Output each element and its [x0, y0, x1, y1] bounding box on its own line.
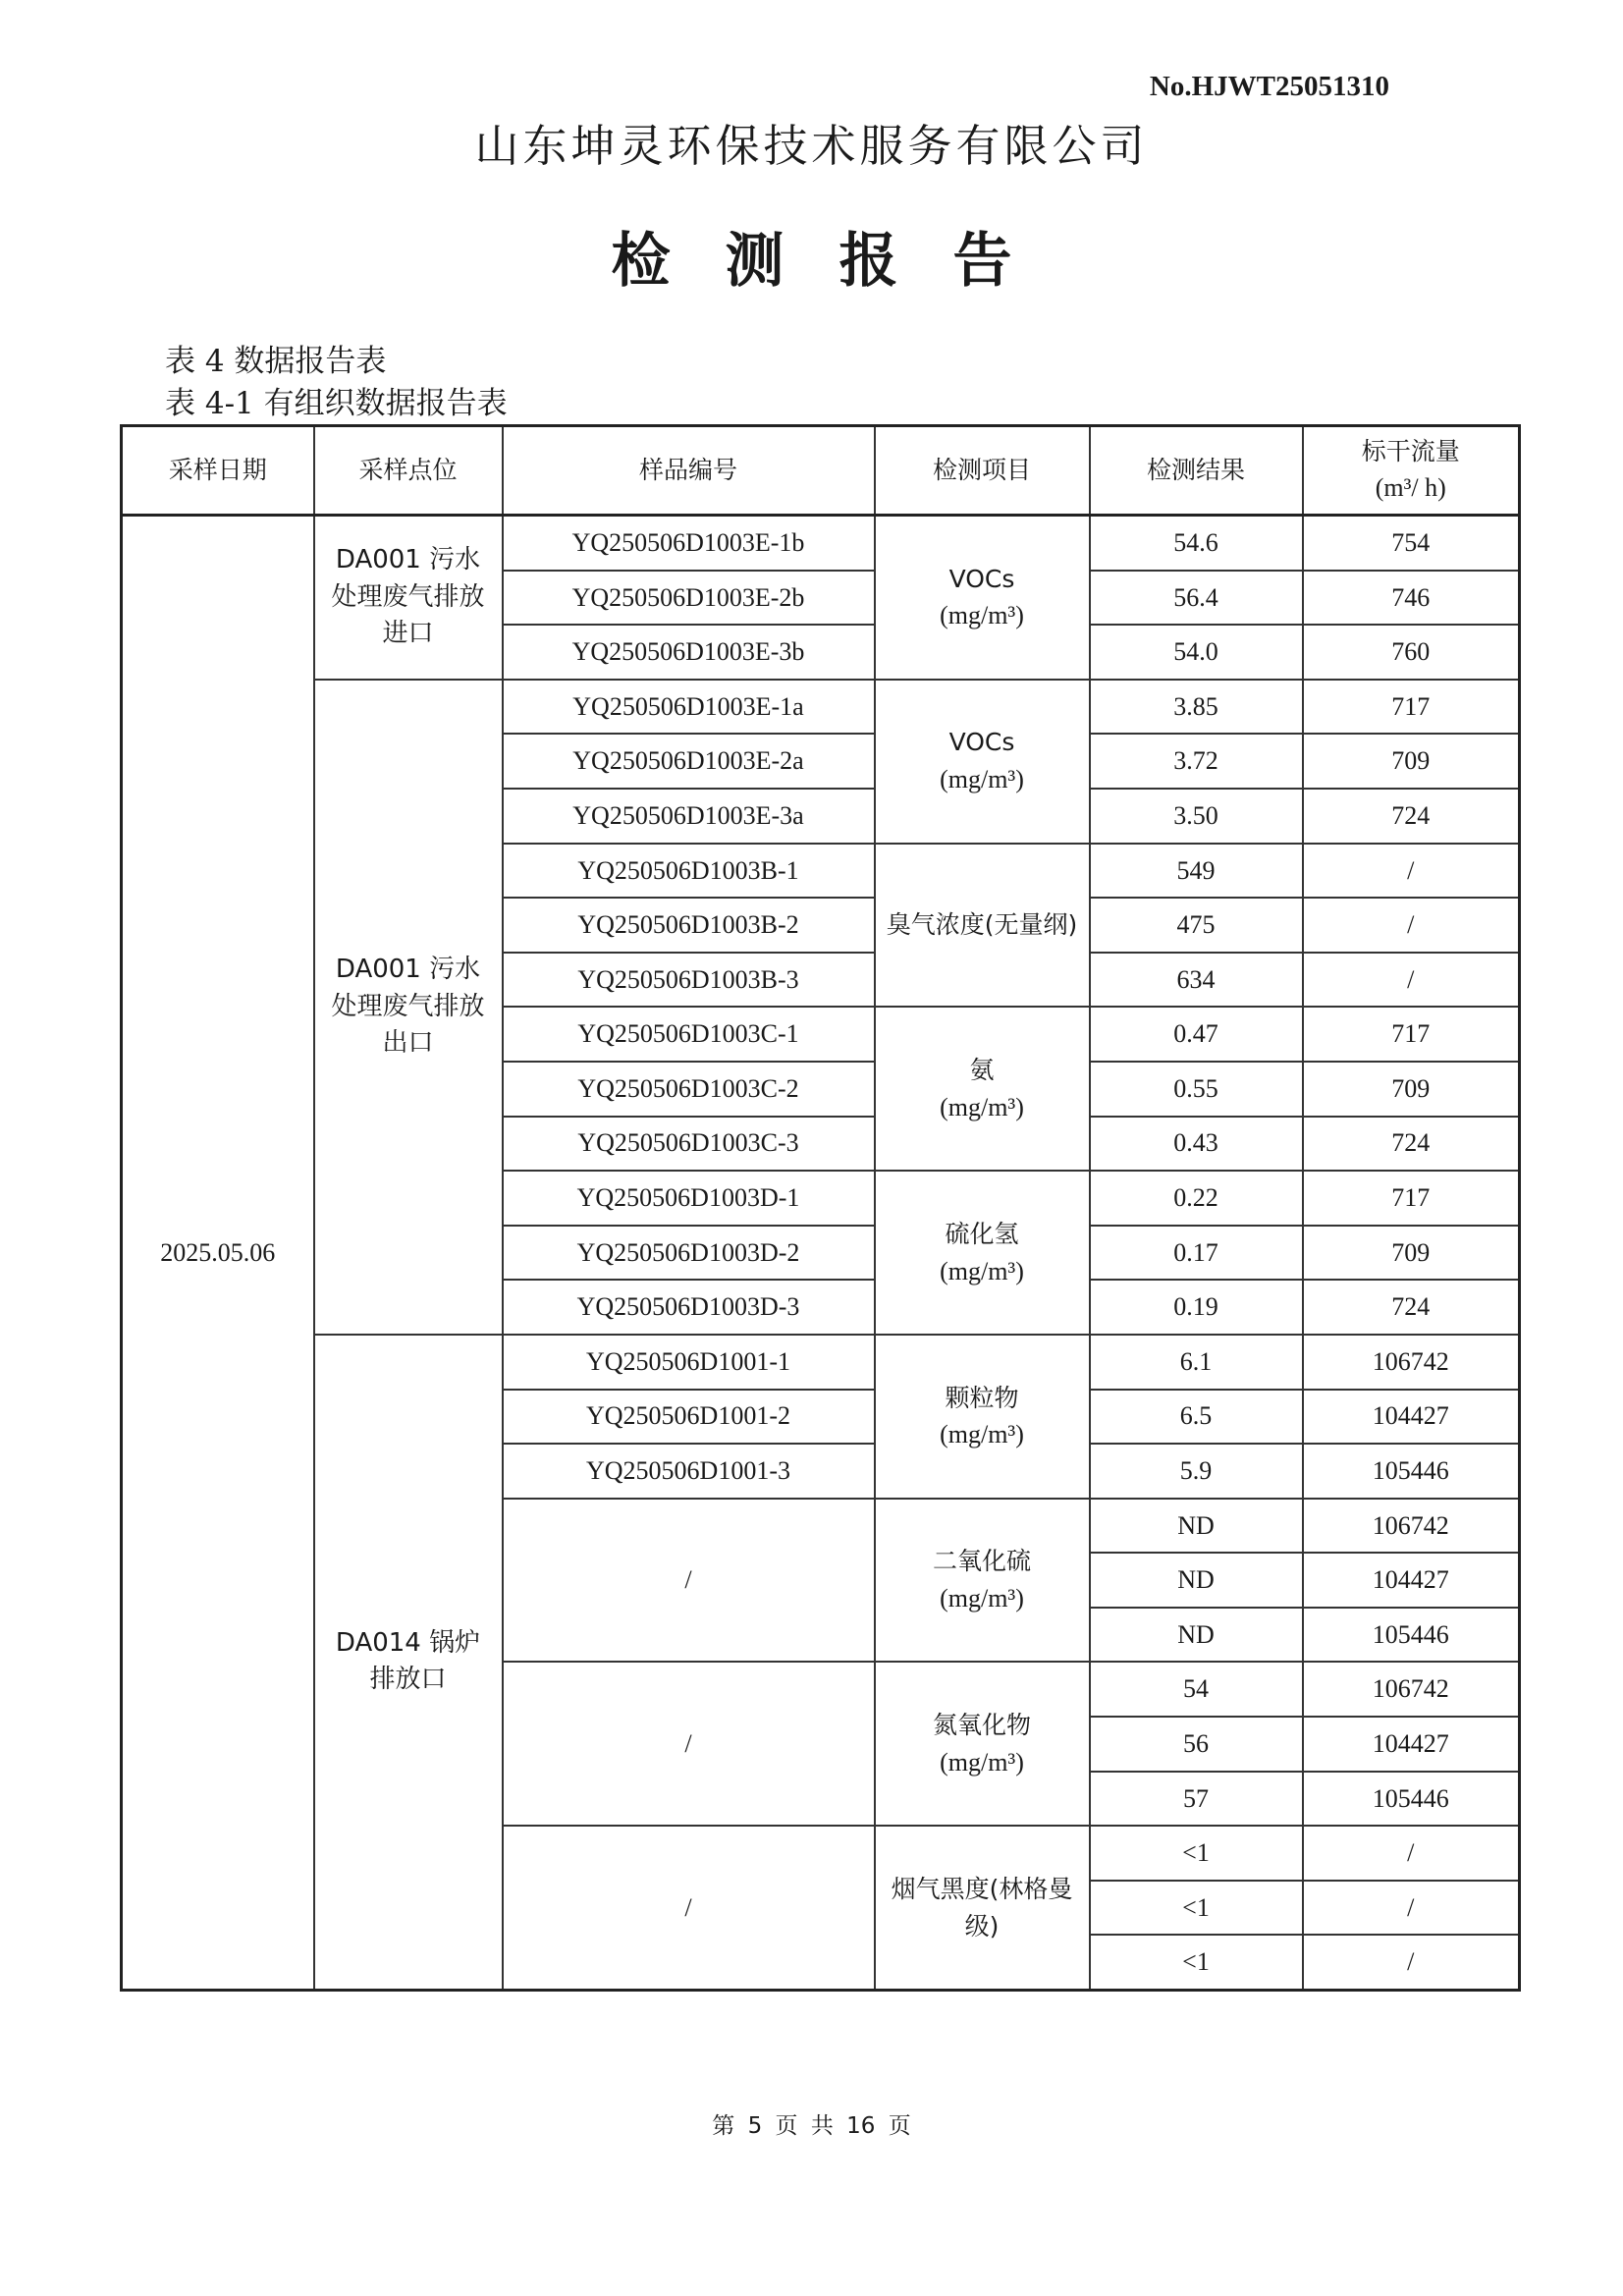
flow-cell: 709	[1303, 734, 1520, 789]
result-cell: 475	[1090, 898, 1303, 953]
test-item-cell	[875, 1171, 1090, 1335]
col-sample-id: 样品编号	[503, 426, 875, 516]
result-cell: <1	[1090, 1881, 1303, 1936]
data-report-table	[120, 424, 1521, 1992]
col-test-item: 检测项目	[875, 426, 1090, 516]
flow-cell: 717	[1303, 1007, 1520, 1062]
test-item-unit: (mg/m³)	[940, 765, 1024, 794]
sample-id-cell: YQ250506D1003C-2	[503, 1062, 875, 1117]
test-item-name: 烟气黑度(林格曼级)	[891, 1874, 1073, 1941]
test-item-cell	[875, 844, 1090, 1008]
test-item-name: 臭气浓度(无量纲)	[886, 910, 1078, 940]
result-cell: 0.22	[1090, 1171, 1303, 1226]
sample-id-cell: YQ250506D1003D-1	[503, 1171, 875, 1226]
flow-cell: /	[1303, 844, 1520, 899]
flow-cell: /	[1303, 898, 1520, 953]
sample-id-cell: YQ250506D1003D-3	[503, 1280, 875, 1335]
flow-cell: 724	[1303, 789, 1520, 844]
result-cell: 0.43	[1090, 1117, 1303, 1172]
sample-id-cell: YQ250506D1001-2	[503, 1390, 875, 1445]
result-cell: 54	[1090, 1662, 1303, 1717]
report-number: No.HJWT25051310	[1149, 71, 1389, 102]
test-item-cell	[875, 1335, 1090, 1499]
sample-id-cell: YQ250506D1003E-2b	[503, 571, 875, 626]
sample-id-cell: YQ250506D1003E-2a	[503, 734, 875, 789]
test-item-unit: (mg/m³)	[940, 601, 1024, 630]
sampling-date-cell: 2025.05.06	[122, 516, 314, 1991]
sample-id-cell: YQ250506D1003E-1a	[503, 680, 875, 735]
result-cell: ND	[1090, 1553, 1303, 1608]
test-item-cell	[875, 1662, 1090, 1826]
result-cell: 54.0	[1090, 625, 1303, 680]
sample-id-cell: /	[503, 1662, 875, 1826]
result-cell: 549	[1090, 844, 1303, 899]
test-item-unit: (mg/m³)	[940, 1420, 1024, 1449]
test-item-cell	[875, 516, 1090, 680]
test-item-name: VOCs	[948, 728, 1015, 757]
flow-cell: 724	[1303, 1280, 1520, 1335]
result-cell: 0.17	[1090, 1226, 1303, 1281]
col-sampling-date: 采样日期	[122, 426, 314, 516]
test-item-name: 氮氧化物	[932, 1711, 1031, 1740]
test-item-cell	[875, 680, 1090, 844]
result-cell: 5.9	[1090, 1444, 1303, 1499]
flow-cell: 709	[1303, 1062, 1520, 1117]
test-item-cell	[875, 1499, 1090, 1663]
result-cell: 56	[1090, 1717, 1303, 1772]
table-row	[122, 516, 1520, 571]
flow-cell: /	[1303, 1826, 1520, 1881]
flow-cell: 104427	[1303, 1553, 1520, 1608]
test-item-name: 硫化氢	[945, 1219, 1019, 1248]
flow-cell: /	[1303, 1881, 1520, 1936]
flow-cell: 104427	[1303, 1717, 1520, 1772]
sample-id-cell: /	[503, 1499, 875, 1663]
sample-id-cell: YQ250506D1003D-2	[503, 1226, 875, 1281]
flow-cell: /	[1303, 1935, 1520, 1990]
sample-id-cell: YQ250506D1003E-3a	[503, 789, 875, 844]
sample-id-cell: YQ250506D1003C-1	[503, 1007, 875, 1062]
col-sampling-point: 采样点位	[314, 426, 503, 516]
test-item-unit: (mg/m³)	[940, 1584, 1024, 1613]
sample-id-cell: YQ250506D1003C-3	[503, 1117, 875, 1172]
col-result: 检测结果	[1090, 426, 1303, 516]
result-cell: 3.72	[1090, 734, 1303, 789]
table-4-1-caption: 表 4-1 有组织数据报告表	[165, 386, 508, 421]
flow-cell: 105446	[1303, 1444, 1520, 1499]
test-item-unit: (mg/m³)	[940, 1256, 1024, 1285]
sampling-point-cell: DA001 污水处理废气排放进口	[314, 516, 503, 680]
flow-cell: 746	[1303, 571, 1520, 626]
sample-id-cell: YQ250506D1003E-1b	[503, 516, 875, 571]
company-name: 山东坤灵环保技术服务有限公司	[474, 120, 1149, 172]
test-item-name: VOCs	[948, 564, 1015, 593]
document-title: 检测报告	[611, 227, 1067, 296]
col-flow	[1303, 426, 1520, 516]
flow-cell: 724	[1303, 1117, 1520, 1172]
table-row	[122, 680, 1520, 735]
flow-cell: 105446	[1303, 1772, 1520, 1827]
test-item-name: 颗粒物	[945, 1383, 1019, 1412]
test-item-cell	[875, 1007, 1090, 1171]
result-cell: 3.50	[1090, 789, 1303, 844]
sample-id-cell: YQ250506D1001-3	[503, 1444, 875, 1499]
flow-cell: 754	[1303, 516, 1520, 571]
table-header-row	[122, 426, 1520, 516]
result-cell: 54.6	[1090, 516, 1303, 571]
test-item-name: 二氧化硫	[932, 1547, 1031, 1576]
result-cell: 57	[1090, 1772, 1303, 1827]
table-row	[122, 1335, 1520, 1390]
sampling-point-cell: DA014 锅炉排放口	[314, 1335, 503, 1991]
sample-id-cell: YQ250506D1003B-2	[503, 898, 875, 953]
table-4-caption: 表 4 数据报告表	[165, 344, 387, 379]
flow-cell: 104427	[1303, 1390, 1520, 1445]
flow-cell: 106742	[1303, 1335, 1520, 1390]
result-cell: 634	[1090, 953, 1303, 1008]
result-cell: 6.5	[1090, 1390, 1303, 1445]
result-cell: ND	[1090, 1499, 1303, 1554]
flow-cell: 717	[1303, 1171, 1520, 1226]
sample-id-cell: /	[503, 1826, 875, 1990]
flow-cell: 106742	[1303, 1499, 1520, 1554]
result-cell: 0.19	[1090, 1280, 1303, 1335]
flow-cell: /	[1303, 953, 1520, 1008]
sample-id-cell: YQ250506D1003B-1	[503, 844, 875, 899]
result-cell: ND	[1090, 1608, 1303, 1663]
test-item-cell	[875, 1826, 1090, 1990]
sample-id-cell: YQ250506D1003B-3	[503, 953, 875, 1008]
sample-id-cell: YQ250506D1001-1	[503, 1335, 875, 1390]
result-cell: 56.4	[1090, 571, 1303, 626]
result-cell: 6.1	[1090, 1335, 1303, 1390]
sampling-point-cell: DA001 污水处理废气排放出口	[314, 680, 503, 1335]
flow-cell: 760	[1303, 625, 1520, 680]
result-cell: <1	[1090, 1935, 1303, 1990]
sample-id-cell: YQ250506D1003E-3b	[503, 625, 875, 680]
page-footer: 第 5 页 共 16 页	[712, 2113, 911, 2139]
result-cell: 0.55	[1090, 1062, 1303, 1117]
flow-cell: 709	[1303, 1226, 1520, 1281]
flow-cell: 105446	[1303, 1608, 1520, 1663]
flow-cell: 106742	[1303, 1662, 1520, 1717]
result-cell: 0.47	[1090, 1007, 1303, 1062]
test-item-unit: (mg/m³)	[940, 1747, 1024, 1777]
result-cell: 3.85	[1090, 680, 1303, 735]
result-cell: <1	[1090, 1826, 1303, 1881]
test-item-unit: (mg/m³)	[940, 1092, 1024, 1121]
col-flow-unit: (m³/ h)	[1375, 473, 1446, 503]
col-flow-label: 标干流量	[1361, 437, 1460, 466]
test-item-name: 氨	[969, 1056, 995, 1085]
flow-cell: 717	[1303, 680, 1520, 735]
